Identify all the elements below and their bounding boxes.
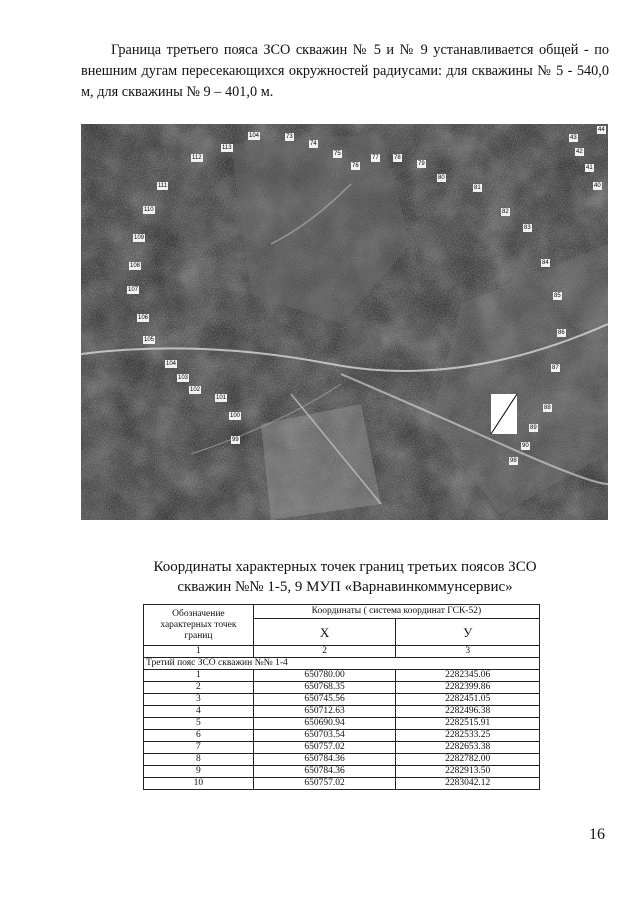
- x-coordinate-cell: 650712.63: [253, 706, 396, 718]
- x-coordinate-cell: 650784.36: [253, 766, 396, 778]
- x-coordinate-cell: 650745.56: [253, 694, 396, 706]
- map-point-label: 42: [576, 149, 583, 155]
- y-coordinate-cell: 2282782.00: [396, 754, 540, 766]
- table-row: [144, 754, 540, 766]
- y-coordinate-cell: 2282399.86: [396, 682, 540, 694]
- map-point-label: 83: [524, 225, 531, 231]
- map-point-label: 108: [130, 263, 141, 269]
- x-coordinate-cell: 650703.54: [253, 730, 396, 742]
- table-caption: [81, 557, 609, 597]
- table-header-row: [144, 605, 540, 619]
- point-number-cell: 6: [144, 730, 254, 742]
- map-point-label: 90: [522, 443, 529, 449]
- map-point-label: 99: [232, 437, 239, 443]
- section-row: [144, 658, 540, 670]
- map-point-label: 110: [144, 207, 154, 213]
- column-number: 1: [144, 646, 254, 658]
- column-number-row: [144, 646, 540, 658]
- map-point-label: 101: [216, 395, 227, 401]
- map-point-label: 106: [138, 315, 149, 321]
- y-coordinate-cell: 2282653.38: [396, 742, 540, 754]
- map-point-label: 40: [594, 183, 601, 189]
- point-number-cell: 5: [144, 718, 254, 730]
- map-point-label: 100: [230, 413, 241, 419]
- table-row: [144, 730, 540, 742]
- point-number-cell: 9: [144, 766, 254, 778]
- map-point-label: 103: [178, 375, 189, 381]
- y-coordinate-cell: 2282913.50: [396, 766, 540, 778]
- column-number: 2: [253, 646, 396, 658]
- map-point-label: 113: [222, 145, 232, 151]
- map-point-label: 109: [134, 235, 145, 241]
- table-row: [144, 718, 540, 730]
- y-coordinate-cell: 2282451.05: [396, 694, 540, 706]
- header-x: Х: [253, 619, 396, 646]
- map-point-label: 112: [192, 155, 202, 161]
- map-point-label: 84: [542, 260, 549, 266]
- point-number-cell: 4: [144, 706, 254, 718]
- map-point-label: 41: [586, 165, 593, 171]
- coordinates-table: [143, 604, 540, 790]
- intro-paragraph: [81, 40, 609, 103]
- map-point-label: 105: [144, 337, 155, 343]
- map-point-label: 78: [394, 155, 401, 161]
- x-coordinate-cell: 650768.35: [253, 682, 396, 694]
- point-number-cell: 3: [144, 694, 254, 706]
- table-row: [144, 694, 540, 706]
- x-coordinate-cell: 650784.36: [253, 754, 396, 766]
- caption-line-1: Координаты характерных точек границ третьих поясов ЗСО: [153, 559, 537, 575]
- x-coordinate-cell: 650757.02: [253, 778, 396, 790]
- map-point-label: 74: [310, 141, 317, 147]
- map-point-label: 98: [510, 458, 517, 464]
- header-designation: Обозначение характерных точек границ: [144, 605, 254, 646]
- map-point-label: 73: [286, 134, 293, 140]
- column-number: 3: [396, 646, 540, 658]
- table-row: [144, 670, 540, 682]
- map-point-label: 86: [558, 330, 565, 336]
- point-number-cell: 7: [144, 742, 254, 754]
- map-point-label: 104: [249, 133, 260, 139]
- intro-text: Граница третьего пояса ЗСО скважин № 5 и № 9 устанавливается общей - по внешним дугам пересекающихся окружностей радиусами: для скважины № 5 - 540,0 м, для скважины № 9 – 401,0 м.: [81, 42, 609, 100]
- y-coordinate-cell: 2283042.12: [396, 778, 540, 790]
- y-coordinate-cell: 2282533.25: [396, 730, 540, 742]
- x-coordinate-cell: 650780.00: [253, 670, 396, 682]
- map-point-label: 81: [474, 185, 481, 191]
- satellite-map: [81, 124, 608, 520]
- table-row: [144, 742, 540, 754]
- table-row: [144, 682, 540, 694]
- map-point-label: 104: [166, 361, 177, 367]
- y-coordinate-cell: 2282496.38: [396, 706, 540, 718]
- map-point-label: 43: [570, 135, 577, 141]
- map-point-label: 76: [352, 163, 359, 169]
- map-point-label: 44: [598, 127, 605, 133]
- map-point-label: 89: [530, 425, 537, 431]
- header-y: У: [396, 619, 540, 646]
- map-point-label: 79: [418, 161, 425, 167]
- map-point-label: 75: [334, 151, 341, 157]
- map-point-label: 77: [372, 155, 379, 161]
- y-coordinate-cell: 2282515.91: [396, 718, 540, 730]
- point-number-cell: 10: [144, 778, 254, 790]
- point-number-cell: 1: [144, 670, 254, 682]
- point-number-cell: 8: [144, 754, 254, 766]
- map-point-label: 82: [502, 209, 509, 215]
- map-point-label: 80: [438, 175, 445, 181]
- map-point-label: 102: [190, 387, 201, 393]
- map-point-label: 107: [128, 287, 139, 293]
- map-point-label: 111: [158, 183, 168, 189]
- caption-line-2: скважин №№ 1-5, 9 МУП «Варнавинкоммунсервис»: [177, 579, 513, 595]
- x-coordinate-cell: 650757.02: [253, 742, 396, 754]
- page-number: 16: [589, 826, 605, 843]
- table-row: [144, 706, 540, 718]
- map-point-label: 85: [554, 293, 561, 299]
- table-body: [144, 670, 540, 790]
- header-coordinates: Координаты ( система координат ГСК-52): [253, 605, 539, 619]
- map-point-label: 88: [544, 405, 551, 411]
- table-row: [144, 766, 540, 778]
- table-row: [144, 778, 540, 790]
- section-title: Третий пояс ЗСО скважин №№ 1-4: [144, 658, 540, 670]
- x-coordinate-cell: 650690.94: [253, 718, 396, 730]
- point-number-cell: 2: [144, 682, 254, 694]
- y-coordinate-cell: 2282345.06: [396, 670, 540, 682]
- map-point-label: 87: [552, 365, 559, 371]
